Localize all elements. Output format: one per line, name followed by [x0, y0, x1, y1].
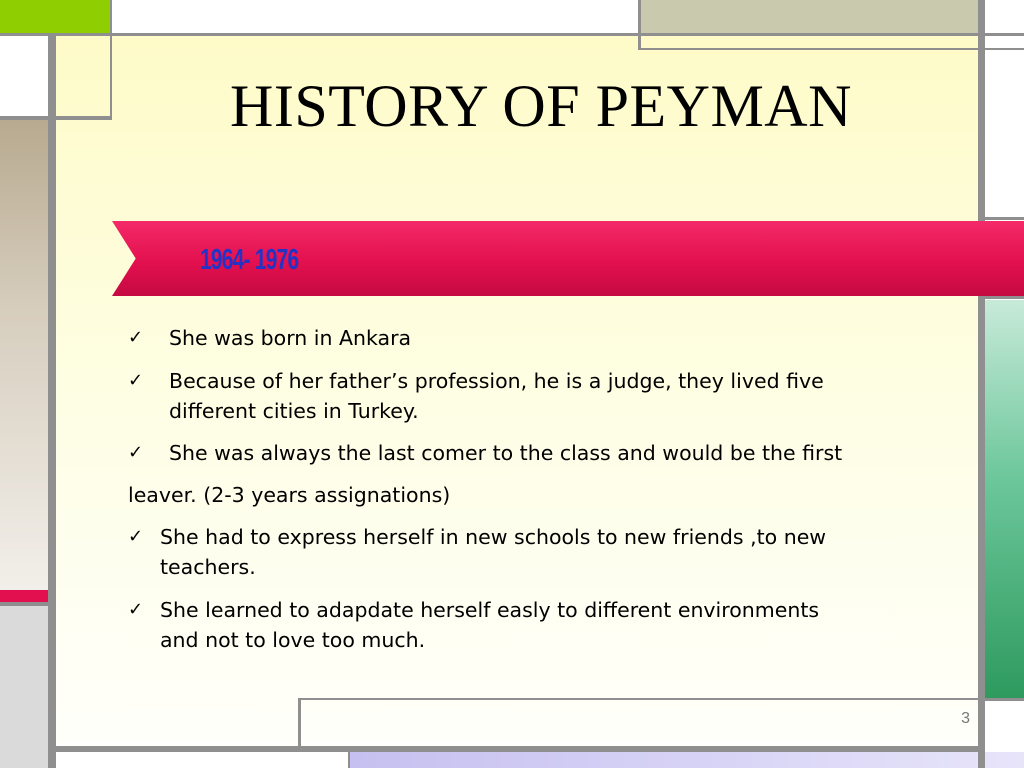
frame-line: [638, 0, 641, 50]
khaki-top-block: [641, 0, 979, 33]
bullet-line: different cities in Turkey.: [169, 399, 419, 423]
frame-line: [0, 33, 1024, 36]
bullet-line: teachers.: [160, 555, 256, 579]
frame-line: [348, 752, 350, 768]
bullet-line: She was always the last comer to the class and would be the first: [169, 441, 843, 465]
bullet-line: She learned to adapdate herself easly to different environments: [160, 598, 820, 622]
green-right-block: [985, 300, 1024, 698]
check-icon: ✓: [128, 526, 144, 547]
bullet-line: She was born in Ankara: [169, 326, 412, 350]
bullet-line: She had to express herself in new schools to new friends ,to new: [160, 525, 827, 549]
frame-line: [0, 602, 48, 606]
frame-line: [298, 698, 980, 700]
lavender-bottom-block: [350, 752, 1024, 768]
frame-line: [48, 33, 56, 768]
green-corner-block: [0, 0, 110, 33]
check-icon: ✓: [128, 370, 144, 391]
bullet-line: and not to love too much.: [160, 628, 426, 652]
bullet-line: leaver. (2-3 years assignations): [128, 483, 451, 507]
check-icon: ✓: [128, 442, 144, 463]
check-icon: ✓: [128, 599, 144, 620]
period-label: 1964- 1976: [200, 244, 299, 276]
tan-sidebar-block: [0, 120, 48, 590]
frame-line: [985, 217, 1024, 220]
check-icon: ✓: [128, 327, 144, 348]
frame-line: [48, 746, 985, 752]
page-number: 3: [961, 710, 970, 727]
frame-line: [638, 48, 1024, 50]
frame-line: [985, 698, 1024, 701]
bullet-line: Because of her father’s profession, he is a judge, they lived five: [169, 369, 824, 393]
frame-line: [985, 296, 1024, 299]
frame-line: [298, 698, 301, 748]
slide-title: HISTORY OF PEYMAN: [230, 73, 852, 139]
grey-sidebar-block: [0, 606, 48, 768]
